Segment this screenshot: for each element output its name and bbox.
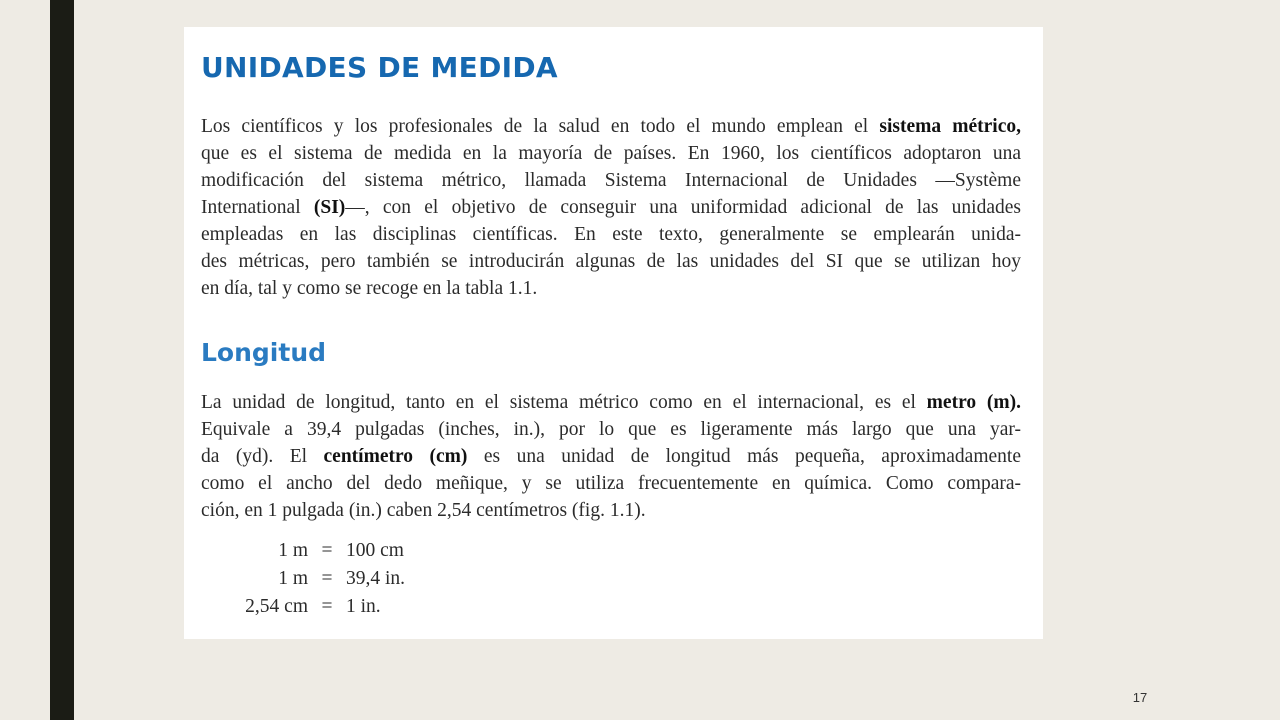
text-line: como el ancho del dedo meñique, y se utiliza frecuentemente en química. Como compara- [201,473,1021,494]
text-span: Los científicos y los profesionales de la salud en todo el mundo emplean el [201,116,880,137]
equivalence-left: 1 m [278,568,308,589]
text-line: ción, en 1 pulgada (in.) caben 2,54 centímetros (fig. 1.1). [201,500,646,521]
equivalence-right: 39,4 in. [346,568,406,589]
text-line [201,113,1021,140]
equals-sign: = [321,596,333,617]
section-title: Longitud [201,338,327,367]
bold-term: sistema métrico, [879,116,1022,137]
equivalence-left: 1 m [278,540,308,561]
text-line: modificación del sistema métrico, llamada Sistema Internacional de Unidades —Système [201,170,1021,191]
text-line: Equivale a 39,4 pulgadas (inches, in.), por lo que es ligeramente más largo que una yar- [201,419,1021,440]
text-line [201,194,1021,221]
text-line: que es el sistema de medida en la mayoría de países. En 1960, los científicos adoptaron una [201,143,1021,164]
slide-side-bar [50,0,74,720]
longitud-paragraph [201,389,1021,524]
intro-paragraph [201,113,1021,302]
text-line [201,389,1021,416]
equivalence-row [224,593,405,621]
textbook-excerpt-image [184,27,1043,639]
bold-term: centímetro (cm) [323,446,468,467]
text-span: —, con el objetivo de conseguir una uniformidad adicional de las unidades [345,197,1021,218]
equivalence-right: 100 cm [346,540,404,561]
equivalence-left: 2,54 cm [245,596,308,617]
text-line: en día, tal y como se recoge en la tabla 1.1. [201,278,538,299]
text-span: es una unidad de longitud más pequeña, aproximadamente [467,446,1021,467]
equivalence-list [224,537,405,621]
text-line: empleadas en las disciplinas científicas. En este texto, generalmente se emplearán unida- [201,224,1021,245]
equivalence-row [224,537,405,565]
bold-term: metro (m). [926,392,1021,413]
equals-sign: = [321,568,333,589]
bold-term: (SI) [313,197,346,218]
page-title: UNIDADES DE MEDIDA [201,51,558,84]
text-line: des métricas, pero también se introducirán algunas de las unidades del SI que se utilizan hoy [201,251,1021,272]
page-number: 17 [1132,690,1148,705]
text-span: La unidad de longitud, tanto en el sistema métrico como en el internacional, es el [201,392,927,413]
equals-sign: = [321,540,333,561]
equivalence-row [224,565,405,593]
equivalence-right: 1 in. [346,596,381,617]
text-span: da (yd). El [201,446,324,467]
text-span: International [201,197,314,218]
text-line [201,443,1021,470]
